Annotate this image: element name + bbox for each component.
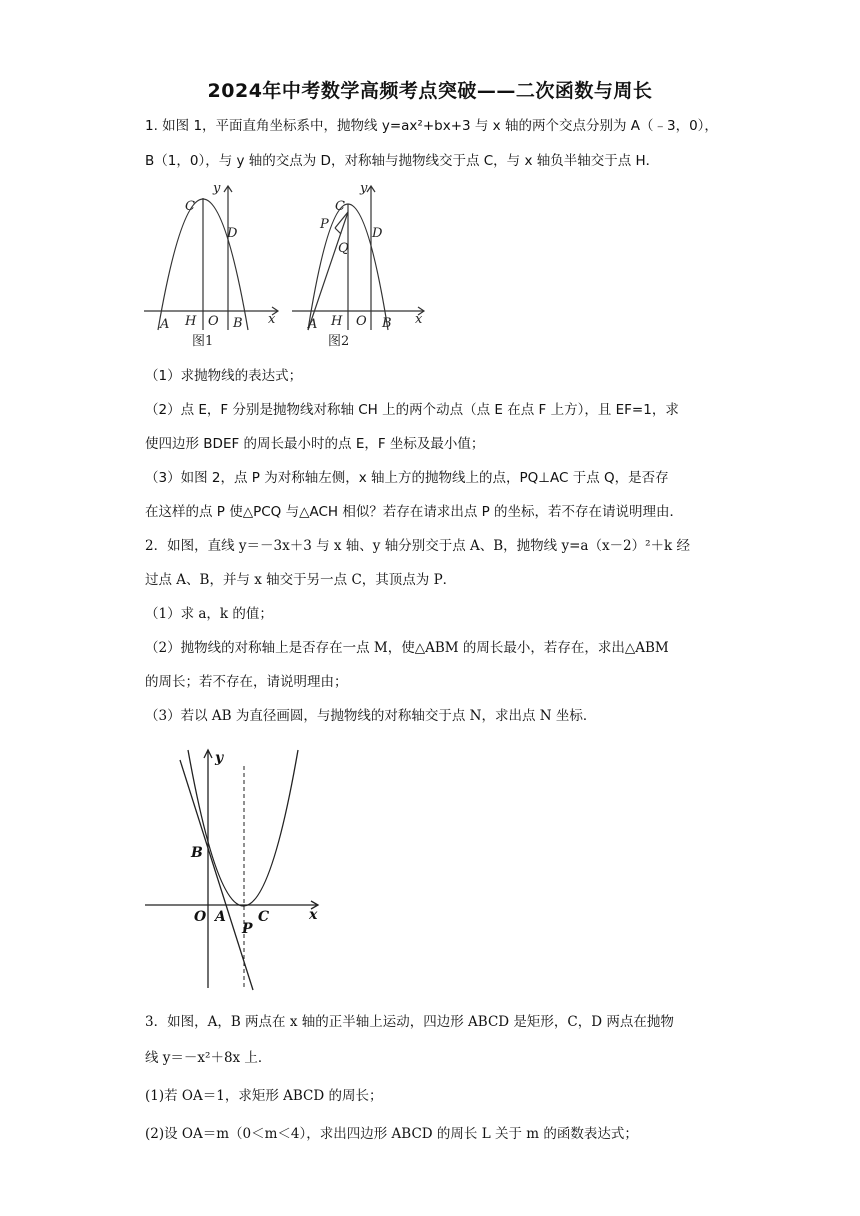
fig2-label-c: C <box>335 199 345 214</box>
q2-part2-line2: 的周长；若不存在，请说明理由； <box>145 674 348 690</box>
q1-part3-line2: 在这样的点 P 使△PCQ 与△ACH 相似？若存在请求出点 P 的坐标，若不存在请说明理由． <box>145 504 684 520</box>
q2-label-y: y <box>215 750 224 766</box>
q1-part2-line1: （2）点 E，F 分别是抛物线对称轴 CH 上的两个动点（点 E 在点 F 上方），且 EF=1，求 <box>145 402 679 418</box>
fig2-caption: 图2 <box>328 334 350 349</box>
fig1-label-o: O <box>208 314 219 329</box>
q3-stem-line2: 线 y＝－x²＋8x 上． <box>145 1050 272 1066</box>
q3-part2: (2)设 OA＝m（0＜m＜4），求出四边形 ABCD 的周长 L 关于 m 的函数表达式； <box>145 1126 638 1142</box>
fig1-label-h: H <box>185 314 197 329</box>
fig1-label-c: C <box>185 199 195 214</box>
fig2-label-y: y <box>360 181 368 196</box>
q3-stem-line1: 3．如图，A，B 两点在 x 轴的正半轴上运动，四边形 ABCD 是矩形，C，D 两点在抛物 <box>145 1014 674 1030</box>
q1-part2-line2: 使四边形 BDEF 的周长最小时的点 E，F 坐标及最小值； <box>145 436 485 452</box>
q2-label-a: A <box>215 909 226 925</box>
fig1-label-b: B <box>233 316 243 331</box>
fig1-label-y: y <box>213 181 221 196</box>
fig2-segment-pq <box>335 228 341 234</box>
fig1-label-x: x <box>268 312 276 327</box>
q2-part2-line1: （2）抛物线的对称轴上是否存在一点 M，使△ABM 的周长最小，若存在，求出△ABM <box>145 640 669 656</box>
fig2-label-p: P <box>320 217 329 232</box>
fig1-label-d: D <box>227 226 238 241</box>
q2-figure <box>140 742 340 1002</box>
q2-label-b: B <box>191 845 203 861</box>
q2-label-o: O <box>194 909 207 925</box>
fig2-label-a: A <box>308 317 318 332</box>
q2-label-x: x <box>309 907 318 923</box>
q2-parabola <box>188 750 298 906</box>
fig2-label-q: Q <box>338 241 349 256</box>
fig2-label-h: H <box>331 314 343 329</box>
q2-line-ab <box>180 760 253 990</box>
q1-figure-2 <box>288 178 433 354</box>
fig2-label-b: B <box>382 316 392 331</box>
q1-figure-1 <box>140 178 290 354</box>
q2-label-c: C <box>258 909 270 925</box>
q1-stem-line1: 1. 如图 1，平面直角坐标系中，抛物线 y=ax²+bx+3 与 x 轴的两个交点分别为 A（﹣3，0）， <box>145 118 718 134</box>
q3-part1: (1)若 OA＝1，求矩形 ABCD 的周长； <box>145 1088 383 1104</box>
fig2-label-d: D <box>372 226 383 241</box>
fig2-label-o: O <box>356 314 367 329</box>
q2-stem-line2: 过点 A、B，并与 x 轴交于另一点 C，其顶点为 P． <box>145 572 457 588</box>
q1-part3-line1: （3）如图 2，点 P 为对称轴左侧，x 轴上方的抛物线上的点，PQ⊥AC 于点 Q，是否存 <box>145 470 669 486</box>
q2-stem-line1: 2．如图，直线 y＝－3x＋3 与 x 轴、y 轴分别交于点 A、B，抛物线 y=a（x－2）²＋k 经 <box>145 538 691 554</box>
q2-part3: （3）若以 AB 为直径画圆，与抛物线的对称轴交于点 N，求出点 N 坐标． <box>145 708 597 724</box>
fig1-label-a: A <box>160 317 170 332</box>
fig2-label-x: x <box>415 312 423 327</box>
q2-part1: （1）求 a，k 的值； <box>145 606 273 622</box>
fig1-caption: 图1 <box>192 334 214 349</box>
q1-stem-line2: B（1，0），与 y 轴的交点为 D，对称轴与抛物线交于点 C，与 x 轴负半轴交于点 H． <box>145 153 660 169</box>
q2-label-p: P <box>242 921 253 937</box>
page-title: 2024年中考数学高频考点突破——二次函数与周长 <box>207 80 653 102</box>
q1-part1: （1）求抛物线的表达式； <box>145 368 303 384</box>
